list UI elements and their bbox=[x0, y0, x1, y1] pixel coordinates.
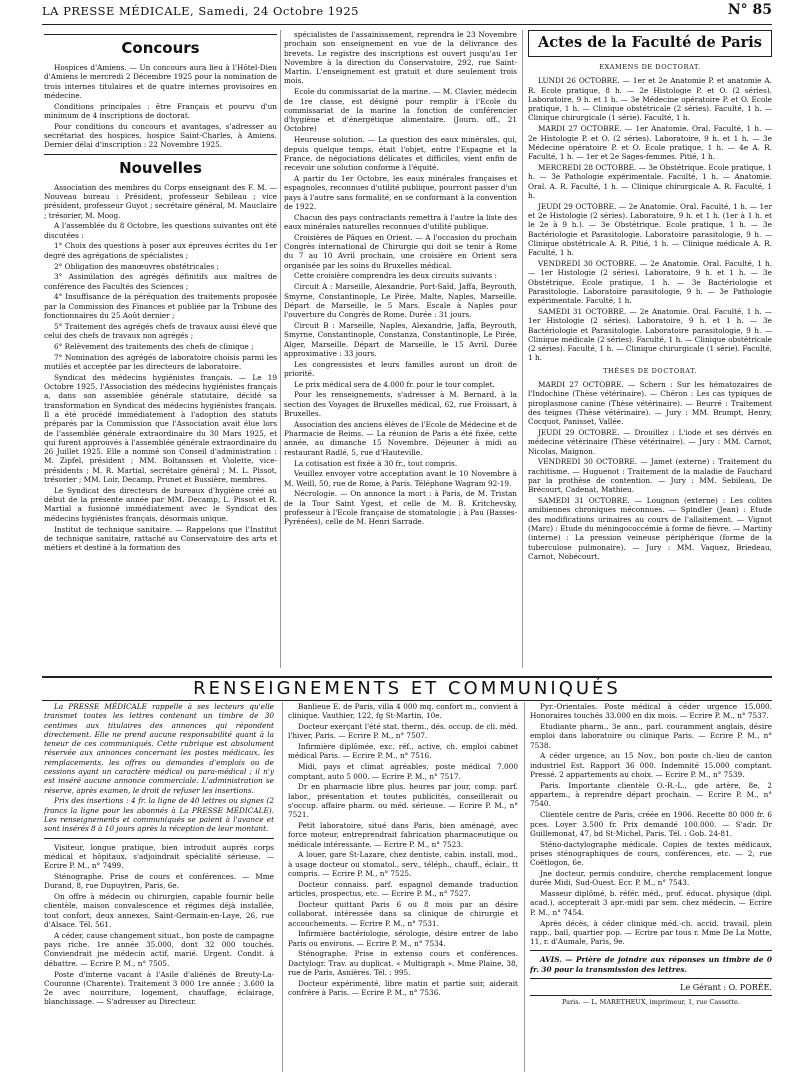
paragraph: 3° Assimilation des agrégés définitifs aux maîtres de conférence des Facultés des Sciences ; bbox=[44, 272, 277, 291]
paragraph: JEUDI 29 OCTOBRE. — 2e Anatomie. Oral. Faculté, 1 h. — 1er et 2e Histologie (2 séries). Laboratoire, 9 h. et 1 h. (1er à 1 h. et le 2e à 9 h.). — 3e Obstétrique. Ecole pratique, 1 h. — 3e Bactériologie et Parasitologie. Laboratoire parasitologie, 9 h. — Clinique obstétricale A. R. Pitié, 1 h. — Clinique médicale A. R. Faculté, 1 h. bbox=[528, 201, 772, 258]
avis-notice: AVIS. — Prière de joindre aux réponses un timbre de 0 fr. 30 pour la transmission des lettres. bbox=[530, 955, 772, 974]
paragraph: SAMEDI 31 OCTOBRE. — 2e Anatomie. Oral. Faculté, 1 h. — 1er Histologie (2 séries). Laboratoire, 9 h. et 1 h. — 3e Bactériologie et Parasitologie. Laboratoire parasitologie, 9 h. — Clinique médicale (2 séries). Faculté, 1 h. — Clinique obstétricale (2 séries). Faculté, 1 h. — Clinique chirurgicale (1 série). Faculté, 1 h. bbox=[528, 306, 772, 363]
ad-item: On offre à médecin ou chirurgien, capable fournir belle clientèle, maison convalescence et régimes déjà installée, tout confort, deux annexes, Saint-Germain-en-Laye, 26, rue d'Alsace. Tél. 561. bbox=[44, 892, 274, 930]
ads-column-3 bbox=[530, 702, 772, 1074]
paragraph: Ecole du commissariat de la marine. — M. Clavier, médecin de 1re classe, est désigné pour remplir à l'Ecole du commissariat de la marine la fonction de conférencier d'hygiène et d'énergétique alimentaire. (Journ. off., 21 Octobre) bbox=[284, 87, 517, 134]
paragraph: VENDREDI 30 OCTOBRE. — Jamet (externe) : Traitement du rachitisme. — Huguenot : Traitement de la maladie de Fauchard par la prothèse de contention. — Jury : MM. Sebileau, De Brécourt, Cadenat, Mathieu. bbox=[528, 457, 772, 495]
page-number: N° 85 bbox=[727, 2, 772, 18]
divider bbox=[530, 950, 772, 951]
divider bbox=[44, 838, 274, 839]
ad-item: Petit laboratoire, situé dans Paris, bien aménagé, avec force moteur, entreprendrait fabrication pharmaceutique ou médicale intéressante. — Ecrire P. M., n° 7523. bbox=[288, 821, 518, 849]
faculty-heading: Actes de la Faculté de Paris bbox=[538, 34, 762, 51]
paragraph: Association des anciens élèves de l'Ecole de Médecine et de Pharmacie de Reims. — La réunion de Paris a été fixée, cette année, au dimanche 15 Novembre. Déjeuner à midi au restaurant Radlé, 5, rue d'Hauteville. bbox=[284, 419, 517, 457]
ad-item: Midi, pays et climat agréables, poste médical 7.000 comptant, auto 5 000. — Ecrire P. M., n° 7517. bbox=[288, 762, 518, 781]
ad-item: Infirmière bactériologie, sérologie, désire entrer de labo Paris ou environs. — Ecrire P. M., n° 7534. bbox=[288, 929, 518, 948]
ad-item: Visiteur, longue pratique, bien introduit auprès corps médical et hôpitaux, s'adjoindrait spécialité sérieuse. — Ecrire P. M., n° 7499. bbox=[44, 842, 274, 871]
ad-item: Etudiante pharm., 3e ann., parl. couramment anglais, désire emploi dans laboratoire ou clinique Paris. — Ecrire P. M., n° 7538. bbox=[530, 722, 772, 750]
ad-item: Pyr.-Orientales. Poste médical à céder urgence 15.000. Honoraires touchés 33.000 en dix mois. — Ecrire P. M., n° 7537. bbox=[530, 702, 772, 721]
paragraph: Les congressistes et leurs familles auront un droit de priorité. bbox=[284, 359, 517, 378]
ads-column-1 bbox=[44, 702, 274, 1074]
paragraph: Conditions principales : être Français et pourvu d'un minimum de 4 inscriptions de doctorat. bbox=[44, 101, 277, 120]
paragraph: 5° Traitement des agrégés chefs de travaux aussi élevé que celui des chefs de travaux non agrégés ; bbox=[44, 321, 277, 341]
ad-item: Sténographe. Prise de cours et conférences. — Mme Durand, 8, rue Dupuytren, Paris, 6e. bbox=[44, 872, 274, 891]
paragraph: Pour les renseignements, s'adresser à M. Bernard, à la section des Voyages de Bruxelles médical, 62, rue Froissart, à Bruxelles. bbox=[284, 390, 517, 419]
paragraph: A l'assemblée du 8 Octobre, les questions suivantes ont été discutées : bbox=[44, 221, 277, 240]
paragraph: Circuit A : Marseille, Alexandrie, Port-Saïd, Jaffa, Beyrouth, Smyrne, Constantinople, Le Pirée, Malte, Naples, Marseille. Départ de Marseille, le 5 Mars. Escale à Naples pour l'ouverture du Congrès de Rome. Durée : 31 jours. bbox=[284, 282, 517, 320]
paragraph: Le Syndicat des directeurs de bureaux d'hygiène créé au début de la présente année par MM. Decamp, L. Pissot et R. Martial a fusionné immédiatement avec le Syndicat des médecins hygiénistes français, désormais unique. bbox=[44, 485, 277, 523]
paragraph: Circuit B : Marseille, Naples, Alexandrie, Jaffa, Beyrouth, Smyrne, Constantinople, Constanza, Constantinople, Le Pirée, Alger, Marseille. Départ de Marseille, le 15 Avril. Durée approximative : 33 jours. bbox=[284, 320, 517, 358]
paragraph: spécialistes de l'assainissement, reprendra le 23 Novembre prochain son enseignement en vue de la délivrance des brevets. Le registre des inscriptions est ouvert jusqu'au 1er Novembre à la direction du Conservatoire, 292, rue Saint-Martin. L'enseignement est gratuit et dure seulement trois mois. bbox=[284, 30, 517, 86]
ad-item: Sténo-dactylographe médicale. Copies de textes médicaux, prises sténographiques de cours, conférences, etc. — 2, rue Coëtlogon, 6e. bbox=[530, 839, 772, 868]
column-divider bbox=[524, 702, 525, 1072]
paragraph: JEUDI 29 OCTOBRE. — Drouillez : L'iode et ses dérivés en médecine vétérinaire (Thèse vétérinaire). — Jury : MM. Carnot, Nicolas, Maignon. bbox=[528, 427, 772, 456]
subheading: EXAMENS DE DOCTORAT. bbox=[599, 63, 701, 71]
nouvelles-heading: Nouvelles bbox=[119, 158, 202, 177]
ad-item: Clientèle centre de Paris, créée en 1906. Recette 80 000 fr. 6 pces. Loyer 3.500 fr. Prix demandé 100.000. — S'adr. Dr Guillemonat, 47, bd St-Michel, Paris. Tél. : Gob. 24-81. bbox=[530, 810, 772, 838]
paragraph: 1° Choix des questions à poser aux épreuves écrites du 1er degré des agrégations de spécialistes ; bbox=[44, 241, 277, 260]
paragraph: Veuillez envoyer votre acceptation avant le 10 Novembre à M. Weill, 50, rue de Rome, à Paris. Téléphone Wagram 92-19. bbox=[284, 469, 517, 488]
paragraph: Institut de technique sanitaire. — Rappelons que l'Institut de technique sanitaire, rattaché au Conservatoire des arts et métiers et destiné à la formation des bbox=[44, 524, 277, 553]
paragraph: MARDI 27 OCTOBRE. — 1er Anatomie. Oral. Faculté, 1 h. — 2e Histologie P. et O. (2 séries). Laboratoire, 9 h. et 1 h. — 3e Médecine opératoire P. et O. Ecole pratique, 1 h. — 4e A. R. Faculté, 1 h. — 1er et 2e Sages-femmes. Pitié, 1 h. bbox=[528, 124, 772, 162]
paragraph: VENDREDI 30 OCTOBRE. — 2e Anatomie. Oral. Faculté, 1 h. — 1er Histologie (2 séries). Laboratoire, 9 h. et 1 h. — 3e Obstétrique. Ecole pratique, 1 h. — 3e Bactériologie et Parasitologie. Laboratoire parasitologie, 9 h. — 3e Pathologie expérimentale. Faculté, 1 h. bbox=[528, 258, 772, 306]
divider bbox=[44, 34, 277, 35]
paragraph: 7° Nomination des agrégés de laboratoire choisis parmi les mutilés et acceptée par les directeurs de laboratoire. bbox=[44, 352, 277, 372]
renseignements-banner bbox=[42, 676, 772, 701]
concours-heading: Concours bbox=[121, 39, 200, 57]
ad-item: Dr en pharmacie libre plus. heures par jour, comp. parf. labor., présentation et toutes publicités, conseillerait ou s'occup. affaire pharm. ou méd. sérieuse. — Ecrire P. M., n° 7521. bbox=[288, 782, 518, 820]
paragraph: MARDI 27 OCTOBRE. — Schern : Sur les hématozaires de l'Indochine (Thèse vétérinaire). — Chéron : Les cas typiques de piroplasmose canine (Thèse vétérinaire). — Beurré : Traitement des teignes (Thèse vétérinaire). — Jury : MM. Brumpt, Henry, Cocquot, Panisset, Vallée. bbox=[528, 380, 772, 427]
paragraph: Association des membres du Corps enseignant des F. M. — Nouveau bureau : Président, professeur Sebileau ; vice président, professeur Guyot ; secrétaire général, M. Mauclaire ; trésorier, M. Moog. bbox=[44, 182, 277, 220]
subheading: THÈSES DE DOCTORAT. bbox=[603, 366, 697, 375]
paragraph: Syndicat des médecins hygiénistes français. — Le 19 Octobre 1925, l'Association des médecins hygiénistes français a, dans son assemblée générale statutaire, décidé sa transformation en Syndicat des médecins hygiénistes français. Il a été procédé immédiatement à l'adoption des statuts préparés par la Commission que l'Association avait élue lors de l'assemblée générale extraordinaire du 30 Mars 1925, et qui furent approuvés à l'assemblée générale extraordinaire du 26 Juillet 1925. Elle a nommé son Conseil d'administration : M. Zipfel, président ; MM. Boltanssen et Violette, vice-présidents ; M. R. Martial, secrétaire général ; M. L. Pissot, trésorier ; MM. Loir, Decamp, Prunet et Bussière, membres. bbox=[44, 372, 277, 485]
ad-item: Jne docteur, permis conduire, cherche remplacement longue durée Midi, Sud-Ouest. Ecr. P. M., n° 7543. bbox=[530, 869, 772, 888]
paragraph: Chacun des pays contractants remettra à l'autre la liste des eaux minérales naturelles reconnues d'utilité publique. bbox=[284, 212, 517, 231]
paragraph: Pour conditions du concours et avantages, s'adresser au secrétariat des hospices, hospice Saint-Charles, à Amiens. Dernier délai d'inscription : 22 Novembre 1925. bbox=[44, 121, 277, 150]
paragraph: SAMEDI 31 OCTOBRE. — Lougnon (externe) : Les colites amibiennes chroniques méconnues. — Spindler (Jean) : Etude des modifications urinaires au cours de l'allaitement. — Vignot (Marc) : Etude du méningococcémie à forme de fièvre. — Martiny (interne) : La pression veineuse périphérique (forme de la tuberculose pulmonaire). — Jury : MM. Vaquez, Briedeau, Carnot, Nobécourt. bbox=[528, 496, 772, 561]
divider bbox=[530, 978, 772, 979]
ad-item: A louer, gare St-Lazare, chez dentiste, cabin. install. mod., à usage docteur ou stomatol., serv., téléph., chauff., éclair., tt compris. — Ecrire P. M., n° 7525. bbox=[288, 850, 518, 879]
ad-item: Docteur quittant Paris 6 ou 8 mois par an désire collaborat. intéressée dans sa clinique de chirurgie et accouchements. — Ecrire P. M., n° 7531. bbox=[288, 899, 518, 928]
ad-item: Docteur connaiss. parf. espagnol demande traduction articles, prospectus, etc. — Ecrire P. M., n° 7527. bbox=[288, 879, 518, 899]
ad-item: Banlieue E. de Paris, villa 4 000 mq. confort m., convient à clinique. Vauthier, 122, fg St-Martin, 10e. bbox=[288, 702, 518, 721]
column-divider bbox=[522, 30, 523, 668]
ad-item: A céder urgence, au 15 Nov., bon poste ch.-lieu de canton industriel Est. Rapport 36 000. Indemnité 15.000 comptant. Pressé. 2 appartements au choix. — Ecrire P. M., n° 7539. bbox=[530, 751, 772, 780]
paragraph: 4° Insuffisance de la péréquation des traitements proposée par la Commission des Finances et publiée par la Tribune des fonctionnaires du 25 Août dernier ; bbox=[44, 292, 277, 321]
ad-item: Docteur exerçant l'été stat. therm., dés. occup. de cli. méd. l'hiver, Paris. — Ecrire P. M., n° 7507. bbox=[288, 722, 518, 741]
ad-item: A céder, cause changement situat., bon poste de campagne pays riche. 1re année 35.000, dont 32 000 touchés. Conviendrait jne médecin actif, marié. Urgent. Condit. à débattre. — Ecrire P. M., n° 7505. bbox=[44, 930, 274, 968]
column-2 bbox=[284, 30, 517, 670]
printer-line: Paris. — L. MARETHEUX, imprimeur, 1, rue Cassette. bbox=[530, 995, 772, 1007]
column-1 bbox=[44, 30, 277, 670]
paragraph: Hospices d'Amiens. — Un concours aura lieu à l'Hôtel-Dieu d'Amiens le mercredi 2 Décembre 1925 pour la nomination de trois internes titulaires et de quatre internes provisoires en médecine. bbox=[44, 63, 277, 100]
ad-item: Sténographe. Prise in extenso cours et conférences. Dactylogr. Trav. au duplicat. « Multigraph ». Mme Plaine, 38, rue de Paris, Asnières. Tél. : 995. bbox=[288, 949, 518, 978]
notice-paragraph: La PRESSE MÉDICALE rappelle à ses lecteurs qu'elle transmet toutes les lettres contenant un timbre de 30 centimes aux titulaires des annonces qui répondent directement. Elle ne prend aucune responsabilité quant à la teneur de ces communiqués. Cette rubrique est absolument réservée aux annonces concernant les postes médicaux, les remplacements, les offres ou demandes d'emplois ou de cessions ayant un caractère médical ou para-médical ; il n'y est inséré aucune annonce commerciale. L'administration se réserve, après examen, le droit de refuser les insertions. bbox=[44, 702, 274, 795]
page-header bbox=[42, 2, 772, 25]
paragraph: A partir du 1er Octobre, les eaux minérales françaises et espagnoles, reconnues d'utilité publique, pourront passer d'un pays à l'autre sans formalité, en se conformant à la convention de 1922. bbox=[284, 173, 517, 211]
paragraph: Heureuse solution. — La question des eaux minérales, qui, depuis quelque temps, était l'objet, entre l'Espagne et la France, de négociations délicates et difficiles, vient enfin de recevoir une solution conforme à l'équité. bbox=[284, 135, 517, 173]
paragraph: 6° Relèvement des traitements des chefs de clinique ; bbox=[54, 341, 254, 351]
paragraph: LUNDI 26 OCTOBRE. — 1er et 2e Anatomie P. et anatomie A. R. Ecole pratique, 8 h. — 2e Histologie P. et O. (2 séries). Laboratoire, 9 h. et 1 h. — 3e Médecine opératoire P. et O. Ecole pratique, 1 h. — Clinique obstétricale (2 séries). Faculté, 1 h. — Clinique chirurgicale (1 série). Faculté, 1 h. bbox=[528, 76, 772, 123]
paragraph: Cette croisière comprendra les deux circuits suivants : bbox=[294, 271, 497, 281]
faculty-title-box bbox=[528, 30, 772, 57]
paragraph: La cotisation est fixée à 30 fr., tout compris. bbox=[294, 458, 458, 468]
ad-item: Masseur diplômé, b. référ. méd., prof. éducat. physique (dipl. acad.), accepterait 3 apr.-midi par sem. chez médecin. — Ecrire P. M., n° 7454. bbox=[530, 889, 772, 917]
column-3 bbox=[528, 30, 772, 670]
divider bbox=[44, 154, 277, 155]
journal-title: LA PRESSE MÉDICALE, Samedi, 24 Octobre 1925 bbox=[42, 4, 359, 18]
column-divider bbox=[280, 30, 281, 668]
ad-item: Paris. Importante clientèle O.-R.-L., gde artère, 8e, 2 appartem., à reprendre départ prochain. — Ecrire P. M., n° 7540. bbox=[530, 780, 772, 809]
paragraph: 2° Obligation des manœuvres obstétricales ; bbox=[54, 261, 219, 271]
ad-item: Docteur expérimenté, libre matin et partie soir, aiderait confrère à Paris. — Ecrire P. M., n° 7536. bbox=[288, 978, 518, 998]
column-divider bbox=[282, 702, 283, 1072]
paragraph: Nécrologie. — On annonce la mort : à Paris, de M. Tristan de la Tour Saint Ygest, et celle de M. B. Kritchevsky, professeur à l'Ecole française de stomatologie ; à Pau (Basses-Pyrénées), celle de M. Henri Sarrade. bbox=[284, 489, 517, 527]
ad-item: Après décès, à céder clinique méd.-ch. accid. travail, plein rapp., bail, quartier pop. — Ecrire par tous r. Mme De La Motte, 11, r. d'Aumale, Paris, 9e. bbox=[530, 918, 772, 947]
ads-column-2 bbox=[288, 702, 518, 1074]
paragraph: Croisières de Pâques en Orient. — A l'occasion du prochain Congrès international de Chirurgie qui doit se tenir à Rome du 7 au 10 Avril prochain, une croisière en Orient sera organisée par les soins du Bruxelles médical. bbox=[284, 232, 517, 270]
ad-item: Poste d'interne vacant à l'Asile d'aliénés de Breuty-La-Couronne (Charente). Traitement 3 000 1re année ; 3.600 la 2e avec nourriture, logement, chauffage, éclairage, blanchissage. — S'adresser au Directeur. bbox=[44, 969, 274, 1007]
price-paragraph: Prix des insertions : 4 fr. la ligne de 40 lettres ou signes (2 francs la ligne pour les abonnés à La PRESSE MÉDICALE). Les renseignements et communiqués se paient à l'avance et sont insérés 8 à 10 jours après la réception de leur montant. bbox=[44, 796, 274, 834]
renseignements-heading: RENSEIGNEMENTS ET COMMUNIQUÉS bbox=[193, 678, 621, 699]
gerant-line: Le Gérant : O. PORÉE. bbox=[680, 983, 772, 993]
ad-item: Infirmière diplômée, exc. réf., active, ch. emploi cabinet médical Paris. — Ecrire P. M., n° 7516. bbox=[288, 742, 518, 761]
paragraph: Le prix médical sera de 4.000 fr. pour le tour complet. bbox=[294, 379, 495, 389]
paragraph: MERCREDI 28 OCTOBRE. — 3e Obstétrique. Ecole pratique, 1 h. — 3e Pathologie expérimentale. Faculté, 1 h. — Anatomie. Oral. A. R. Faculté, 1 h. — Clinique chirurgicale A. R. Faculté, 1 h. bbox=[528, 162, 772, 200]
